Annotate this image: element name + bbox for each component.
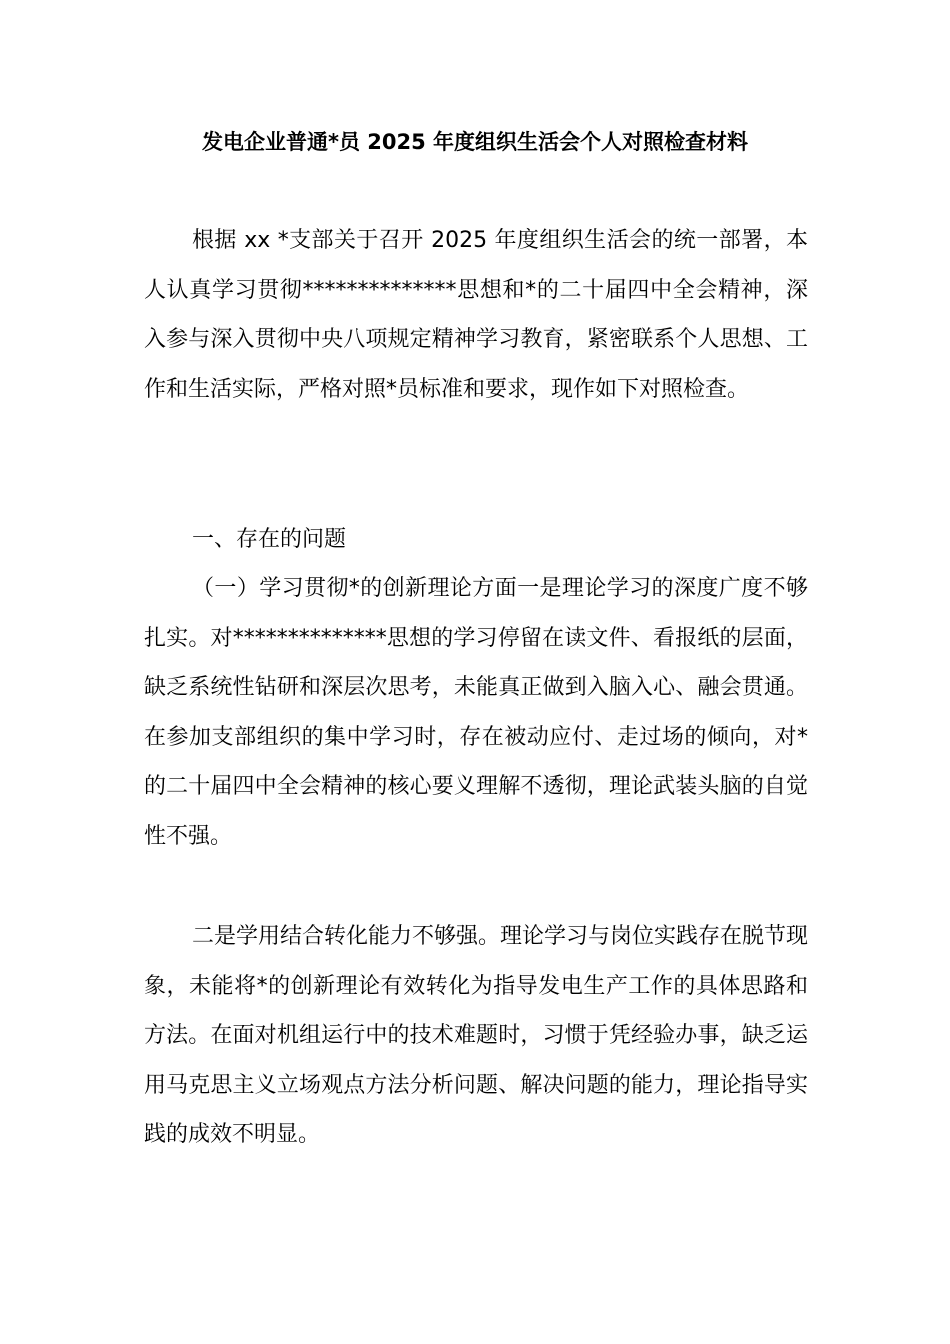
section-heading: 一、存在的问题 <box>192 527 347 552</box>
document-title: 发电企业普通*员 2025 年度组织生活会个人对照检查材料 <box>201 130 749 154</box>
problem-paragraph-1: （一）学习贯彻*的创新理论方面一是理论学习的深度广度不够扎实。对**************思想的学习停留在读文件、看报纸的层面，缺乏系统性钻研和深层次思考，未能真正做到入脑入心、融会贯通。在参加支部组织的集中学习时，存在被动应付、走过场的倾向，对*的二十届四中全会精神的核心要义理解不透彻，理论武装头脑的自觉性不强。 <box>144 576 808 849</box>
problem-paragraph-2: 二是学用结合转化能力不够强。理论学习与岗位实践存在脱节现象，未能将*的创新理论有效转化为指导发电生产工作的具体思路和方法。在面对机组运行中的技术难题时，习惯于凭经验办事，缺乏运用马克思主义立场观点方法分析问题、解决问题的能力，理论指导实践的成效不明显。 <box>144 924 809 1147</box>
intro-paragraph: 根据 xx *支部关于召开 2025 年度组织生活会的统一部署，本人认真学习贯彻**************思想和*的二十届四中全会精神，深入参与深入贯彻中央八项规定精神学习教育，紧密联系个人思想、工作和生活实际，严格对照*员标准和要求，现作如下对照检查。 <box>144 228 808 402</box>
